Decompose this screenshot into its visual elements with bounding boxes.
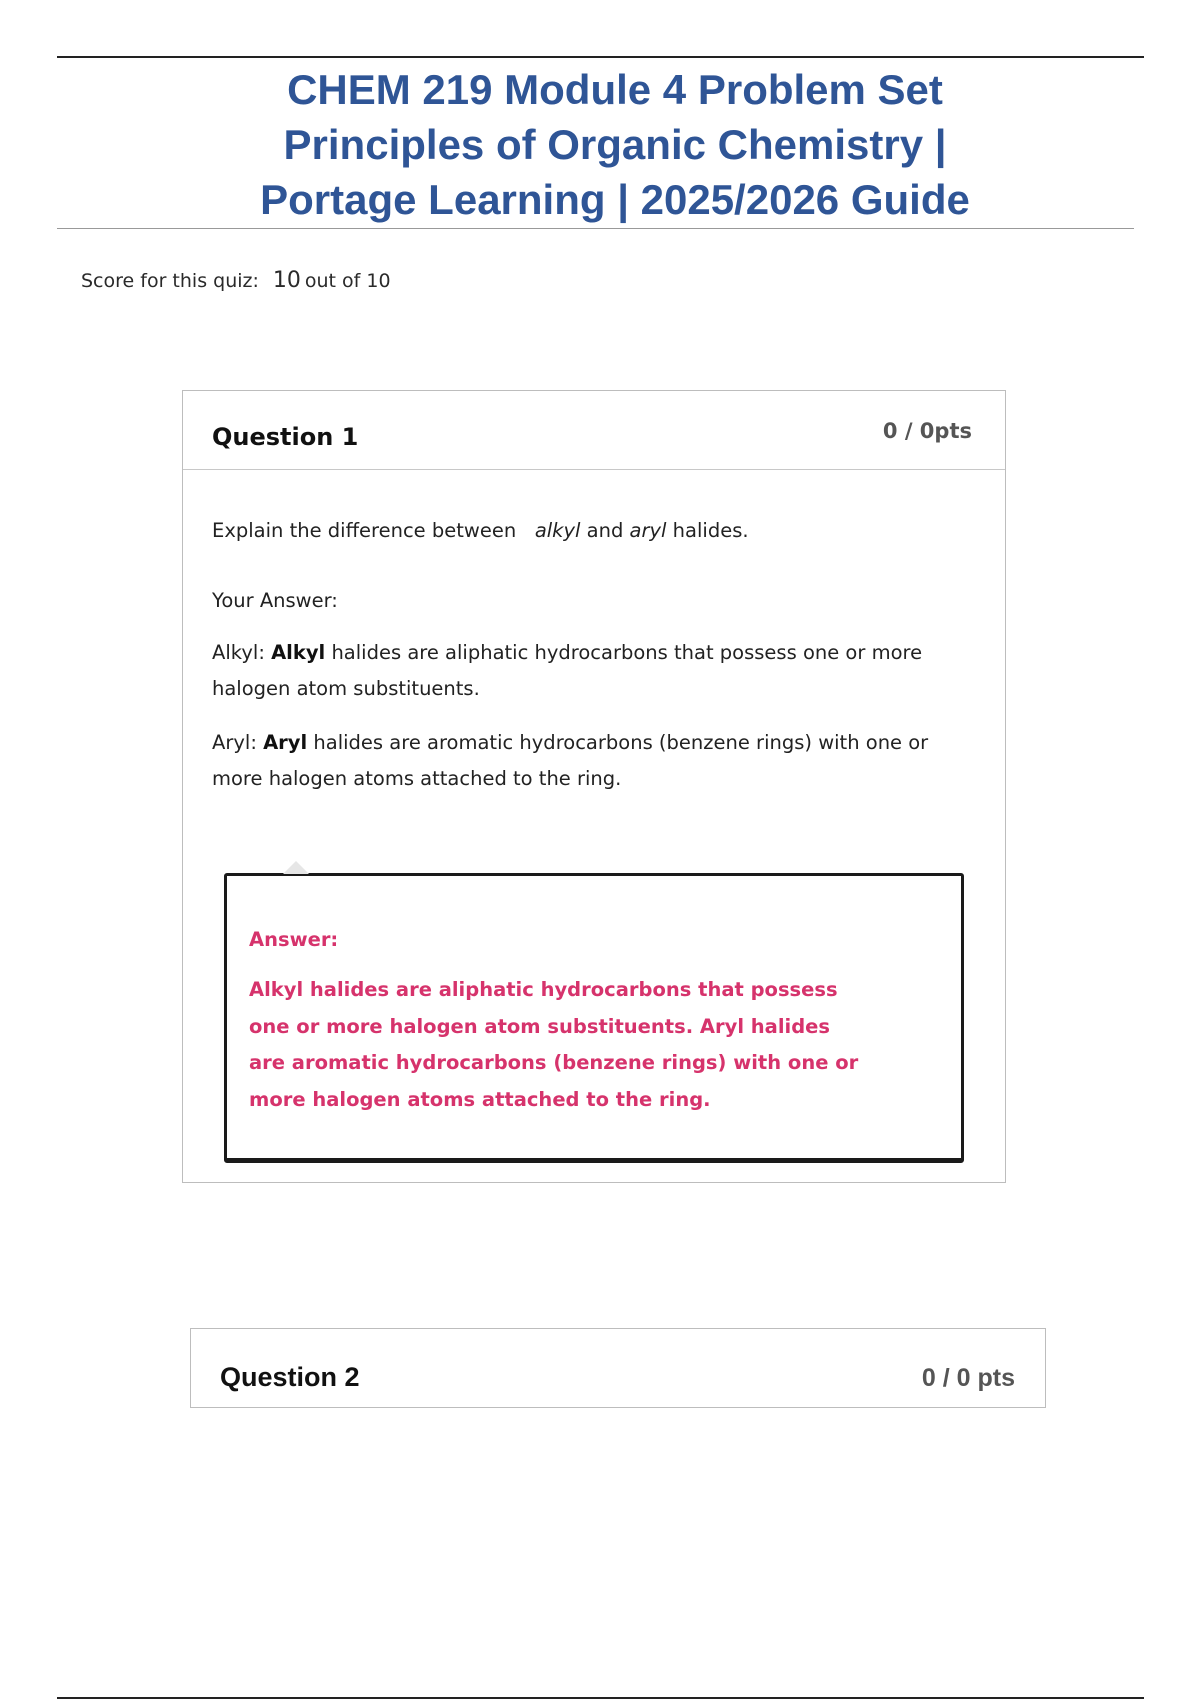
prompt-text-before: Explain the difference between: [212, 519, 517, 542]
alkyl-definition: halides are aliphatic hydrocarbons that possess one or more halogen atom substituents.: [212, 641, 923, 700]
correct-answer-box: [224, 873, 964, 1163]
title-underline: [57, 228, 1134, 229]
prompt-term-aryl: aryl: [629, 519, 667, 542]
title-line-2: Principles of Organic Chemistry |: [283, 121, 947, 168]
correct-answer-label: Answer:: [249, 928, 339, 951]
score-value: 10: [272, 268, 301, 293]
question-prompt: [212, 513, 952, 549]
your-answer-alkyl: [212, 635, 952, 707]
question-points-2: 0 / 0 pts: [921, 1364, 1015, 1392]
quiz-score: [81, 268, 391, 293]
question-points-1: 0 / 0pts: [882, 419, 972, 443]
bottom-rule: [57, 1697, 1144, 1699]
document-title: [60, 62, 1170, 227]
prompt-term-alkyl: alkyl: [534, 519, 581, 542]
question-card-1: [182, 390, 1006, 1183]
top-rule: [57, 56, 1144, 58]
score-label: Score for this quiz:: [81, 270, 259, 292]
question-body-1: [212, 513, 952, 815]
question-title-1: Question 1: [212, 423, 359, 451]
your-answer-aryl: [212, 725, 952, 797]
question-card-2: [190, 1328, 1046, 1408]
question-header-2: [191, 1329, 1045, 1407]
answer-box-pointer: [283, 861, 309, 874]
your-answer-label: Your Answer:: [212, 589, 338, 612]
alkyl-bold-term: Alkyl: [271, 641, 326, 664]
prompt-text-after: halides.: [672, 519, 749, 542]
aryl-definition: halides are aromatic hydrocarbons (benzene rings) with one or more halogen atoms attached to the ring.: [212, 731, 929, 790]
correct-answer-text: Alkyl halides are aliphatic hydrocarbons that possess one or more halogen atom substituents. Aryl halides are aromatic hydrocarbons (benzene rings) with one or more halogen atoms attached to the ring.: [249, 978, 859, 1111]
title-line-1: CHEM 219 Module 4 Problem Set: [287, 66, 943, 113]
aryl-bold-term: Aryl: [263, 731, 308, 754]
alkyl-prefix: Alkyl:: [212, 641, 265, 664]
title-line-3: Portage Learning | 2025/2026 Guide: [260, 176, 970, 223]
question-title-2: Question 2: [220, 1362, 360, 1392]
aryl-prefix: Aryl:: [212, 731, 257, 754]
score-total: out of 10: [304, 270, 391, 292]
question-header-1: [183, 391, 1005, 470]
prompt-text-mid: and: [586, 519, 624, 542]
